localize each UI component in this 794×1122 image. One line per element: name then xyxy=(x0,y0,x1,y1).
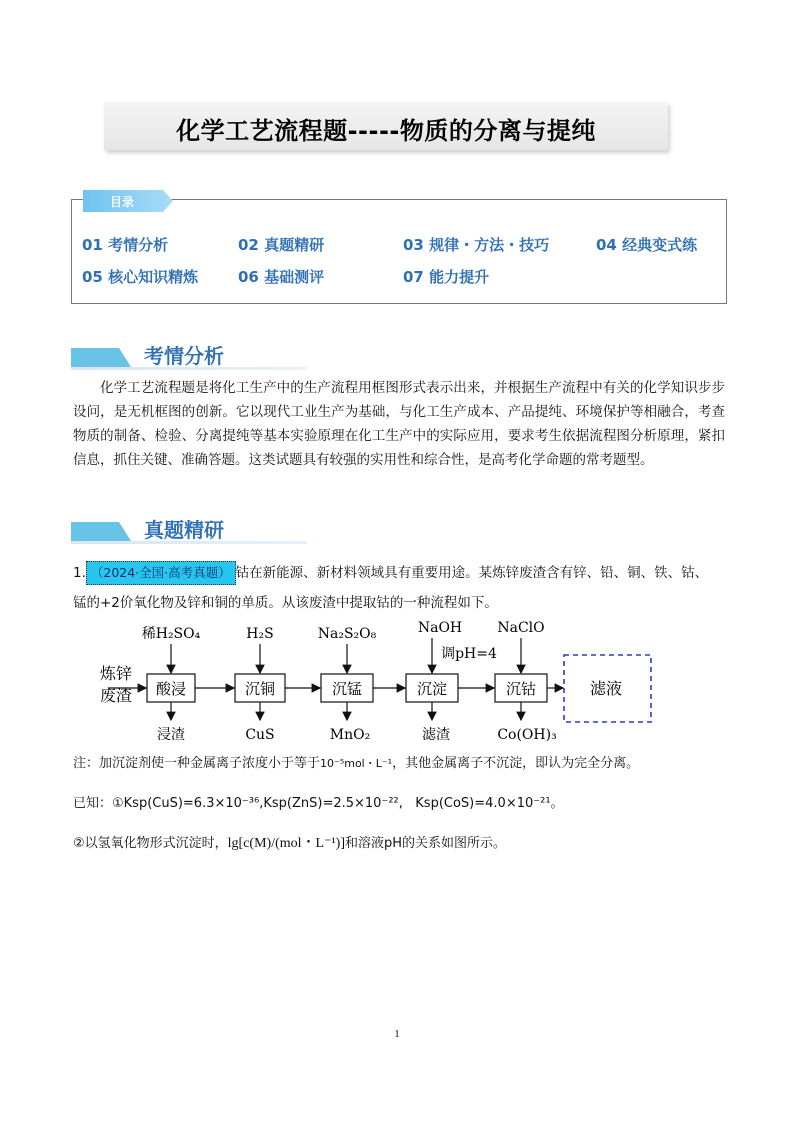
output-box xyxy=(564,655,651,722)
product-4: 滤渣 xyxy=(422,727,450,743)
known-label: 已知：① xyxy=(73,796,124,811)
note-line-1 xyxy=(73,752,639,771)
note2-formula: lg[c(M)/(mol・L⁻¹)] xyxy=(227,836,345,851)
reagent-5: NaClO xyxy=(497,620,545,636)
section-title-exam: 真题精研 xyxy=(144,518,224,542)
note-line-2 xyxy=(73,832,506,852)
step-box-2 xyxy=(235,674,285,702)
question-text-1: 钴在新能源、新材料领域具有重要用途。某炼锌废渣含有锌、铅、铜、铁、钴、 xyxy=(235,565,709,581)
note2-prefix: ②以氢氧化物形式沉淀时， xyxy=(73,836,228,851)
toc-item-2[interactable]: 02 真题精研 xyxy=(238,236,325,254)
toc-item-7[interactable]: 07 能力提升 xyxy=(403,268,490,286)
input-label-2: 废渣 xyxy=(100,686,133,705)
product-2: CuS xyxy=(245,727,275,743)
toc-tag xyxy=(83,190,173,212)
page-title: 化学工艺流程题-----物质的分离与提纯 xyxy=(176,117,596,145)
process-flow-diagram xyxy=(0,612,794,752)
step-label-1: 酸浸 xyxy=(155,680,187,698)
step-label-4: 沉淀 xyxy=(416,680,448,698)
step-box-3 xyxy=(321,674,373,702)
input-label-1: 炼锌 xyxy=(100,664,133,683)
step-box-4 xyxy=(406,674,458,702)
reagent-3: Na₂S₂O₈ xyxy=(317,626,377,642)
toc-box xyxy=(71,199,727,304)
reagent-4: NaOH xyxy=(417,620,463,636)
known-line: 已知：①Ksp(CuS)=6.3×10⁻³⁶,Ksp(ZnS)=2.5×10⁻²², Ksp(CoS)=4.0×10⁻²¹。 xyxy=(73,796,564,811)
output-label: 滤液 xyxy=(589,679,623,698)
step-box-5 xyxy=(495,674,547,702)
toc-item-3[interactable]: 03 规律・方法・技巧 xyxy=(403,236,550,254)
ksp-zns: Ksp(ZnS)=2.5×10⁻²² xyxy=(263,796,399,811)
step-label-2: 沉铜 xyxy=(244,680,276,698)
question-number: 1. xyxy=(73,565,86,581)
section-title-analysis: 考情分析 xyxy=(144,344,224,368)
step-label-3: 沉锰 xyxy=(331,680,363,698)
step-label-5: 沉钴 xyxy=(505,680,537,698)
toc-item-6[interactable]: 06 基础测评 xyxy=(238,268,325,286)
section-header-exam xyxy=(71,514,307,544)
question-line-2: 锰的+2价氧化物及锌和铜的单质。从该废渣中提取钴的一种流程如下。 xyxy=(73,595,498,611)
question-line-1 xyxy=(73,561,733,585)
ksp-end: 。 xyxy=(550,796,564,811)
question-source-tag: （2024·全国·高考真题） xyxy=(86,561,236,585)
product-3: MnO₂ xyxy=(329,727,371,743)
toc-label: 目录 xyxy=(110,195,135,209)
ksp-cos: Ksp(CoS)=4.0×10⁻²¹ xyxy=(415,796,551,811)
note1-prefix: 注：加沉淀剂使一种金属离子浓度小于等于 xyxy=(73,756,321,771)
toc-item-5[interactable]: 05 核心知识精炼 xyxy=(82,268,199,286)
toc-item-4[interactable]: 04 经典变式练 xyxy=(596,236,698,254)
step-box-1 xyxy=(147,674,195,702)
title-banner xyxy=(104,102,668,150)
reagent-1: 稀H₂SO₄ xyxy=(141,626,201,642)
page-number: 1 xyxy=(394,1028,400,1040)
note1-value: 10⁻⁵mol・L⁻¹ xyxy=(320,757,393,770)
product-1: 浸渣 xyxy=(157,727,185,743)
ksp-cus: Ksp(CuS)=6.3×10⁻³⁶ xyxy=(123,796,260,811)
product-5: Co(OH)₃ xyxy=(497,727,557,743)
toc-item-1[interactable]: 01 考情分析 xyxy=(82,236,169,254)
note2-suffix: 和溶液pH的关系如图所示。 xyxy=(345,836,507,851)
note1-suffix: ，其他金属离子不沉淀，即认为完全分离。 xyxy=(392,756,640,771)
reagent-note: 调pH=4 xyxy=(441,646,497,662)
analysis-paragraph: 化学工艺流程题是将化工生产中的生产流程用框图形式表示出来，并根据生产流程中有关的化学知识步步设问，是无机框图的创新。它以现代工业生产为基础，与化工生产成本、产品提纯、环境保护等相融合，考查物质的制备、检验、分离提纯等基本实验原理在化工生产中的实际应用，要求考生依据流程图分析原理，紧扣信息，抓住关键、准确答题。这类试题具有较强的实用性和综合性，是高考化学命题的常考题型。 xyxy=(73,380,725,468)
section-header-analysis xyxy=(71,340,307,370)
reagent-2: H₂S xyxy=(246,626,274,642)
